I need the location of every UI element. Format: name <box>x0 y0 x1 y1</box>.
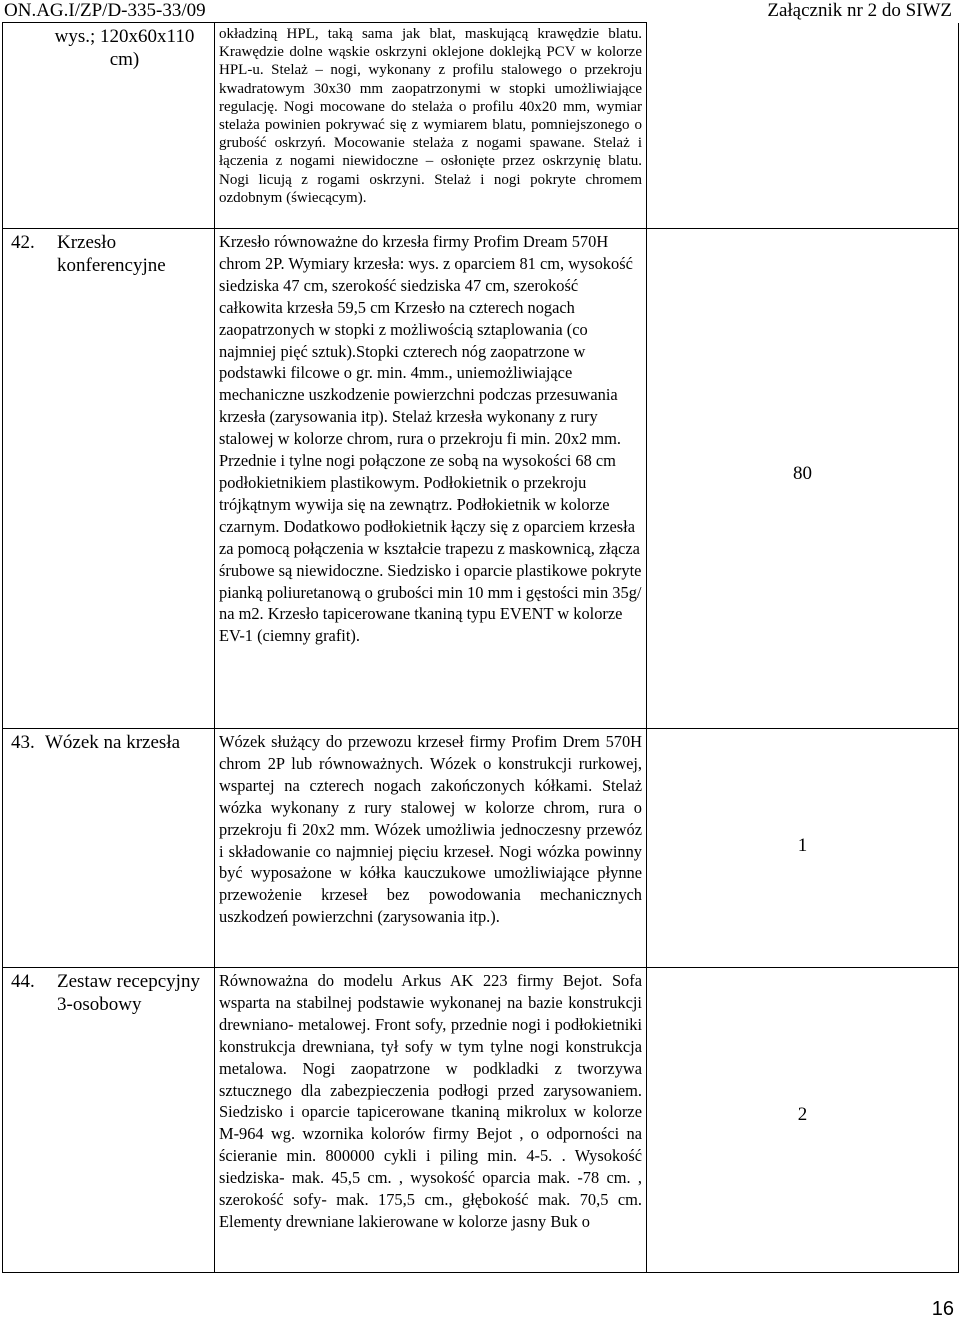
item-quantity: 80 <box>793 463 812 484</box>
item-number: 43. <box>11 732 35 753</box>
specification-table <box>2 22 959 1273</box>
item-quantity-cell <box>647 23 959 229</box>
item-name: Wózek na krzesła <box>45 732 181 753</box>
item-name-cell <box>3 968 215 1273</box>
item-quantity-cell <box>647 729 959 968</box>
item-name-cell <box>3 229 215 729</box>
item-description: Krzesło równoważne do krzesła firmy Profim Dream 570H chrom 2P. Wymiary krzesła: wys. z oparciem 81 cm, wysokość siedziska 47 cm, szerokość siedziska 47 cm, szerokość całkowita krzesła 59,5 cm Krzesło na czterech nogach zaopatrzonych w stopki z możliwością sztaplowania (co najmniej pięć sztuk).Stopki czterech nóg zaopatrzone w podstawki filcowe o gr. min. 4mm., uniemożliwiające mechaniczne uszkodzenie powierzchni podczas przesuwania krzesła (zarysowania itp). Stelaż krzesła wykonany z rury stalowej w kolorze chrom, rura o przekroju fi min. 20x2 mm. Przednie i tylne nogi połączone ze sobą na wysokości 68 cm podłokietnikiem plastikowym. Podłokietnik o przekroju trójkątnym wywija się na zewnątrz. Podłokietnik w kolorze czarnym. Dodatkowo podłokietnik łączy się z oparciem krzesła za pomocą połączenia w kształcie trapezu z maskownicą, złącza śrubowe są niewidoczne. Siedzisko i oparcie plastikowe pokryte pianką poliuretanową o grubości min 10 mm i gęstości min 35g/ na m2. Krzesło tapicerowane tkaniną typu EVENT w kolorze EV-1 (ciemny grafit). <box>219 232 642 646</box>
item-number: 42. <box>11 232 35 253</box>
item-description: okładziną HPL, taką sama jak blat, maskującą krawędzie blatu. Krawędzie dolne wąskie oskrzyni oklejone doklejką PCV w kolorze HPL-u. Stelaż – nogi, wykonany z profilu stalowego o przekroju kwadratowym 30x30 mm zaopatrzonymi w stopki umożliwiające regulację. Nogi mocowane do stelaża o profilu 40x20 mm, wymiar stelaża powinien pokrywać się z wymiarem blatu, pomniejszonego o grubość oskrzyń. Mocowanie stelaża z nogami spawane. Stelaż i łączenia z nogami niewidoczne – osłonięte przez oskrzynię blatu. Nogi licują z rogami oskrzyni. Stelaż i nogi pokryte chromem ozdobnym (świecącym). <box>219 26 642 206</box>
item-description: Wózek służący do przewozu krzeseł firmy Profim Drem 570H chrom 2P lub równoważnych. Wózek o konstrukcji rurkowej, wspartej na czterech nogach zakończonych kółkami. Stelaż wózka wykonany z rury stalowej w kolorze chrom, rura o przekroju fi 20x2 mm. Wózek umożliwia jednoczesny przewóz i składowanie co najmniej pięciu krzeseł. Nogi wózka powinny być wyposażone w kółka kauczukowe umożliwiające płynne przewożenie krzeseł bez powodowania mechanicznych uszkodzeń powierzchni (zarysowania itp.). <box>219 732 642 927</box>
page-number: 16 <box>931 1298 954 1320</box>
item-quantity-cell <box>647 968 959 1273</box>
item-quantity: 1 <box>797 835 808 856</box>
item-name: Zestaw recepcyjny 3-osobowy <box>57 971 200 1015</box>
item-quantity: 2 <box>797 1104 808 1125</box>
table-row <box>3 23 959 229</box>
item-description: Równoważna do modelu Arkus AK 223 firmy Bejot. Sofa wsparta na stabilnej podstawie wykonanej na bazie konstrukcji drewniano- metalowej. Front sofy, przednie nogi i podłokietniki konstrukcja drewniana, tył sofy w tym tylne nogi konstrukcja metalowa. Nogi zaopatrzone w podkladki z tworzywa sztucznego dla zabezpieczenia podłogi przed zarysowaniem. Siedzisko i oparcie tapicerowane tkaniną mikrolux w kolorze M-964 wg. wzornika kolorów firmy Bejot , o odporności na ścieranie min. 800000 cykli i piling min. 4-5. . Wysokość siedziska- mak. 45,5 cm. , wysokość oparcia mak. -78 cm. , szerokość sofy- mak. 175,5 cm., głębokość mak. 70,5 cm. Elementy drewniane lakierowane w kolorze jasny Buk o <box>219 971 642 1231</box>
item-number: 44. <box>11 971 35 992</box>
item-description-cell <box>215 968 647 1273</box>
table-row <box>3 968 959 1273</box>
item-name-cell <box>3 23 215 229</box>
item-name: Krzesło konferencyjne <box>57 232 166 276</box>
item-description-cell <box>215 729 647 968</box>
item-description-cell <box>215 23 647 229</box>
attachment-label: Załącznik nr 2 do SIWZ <box>767 0 952 21</box>
item-name-cell <box>3 729 215 968</box>
document-reference: ON.AG.I/ZP/D-335-33/09 <box>4 0 206 21</box>
item-quantity-cell <box>647 229 959 729</box>
item-number <box>7 25 39 71</box>
table-row <box>3 229 959 729</box>
item-description-cell <box>215 229 647 729</box>
item-name: wys.; 120x60x110 cm) <box>54 26 195 70</box>
table-row <box>3 729 959 968</box>
